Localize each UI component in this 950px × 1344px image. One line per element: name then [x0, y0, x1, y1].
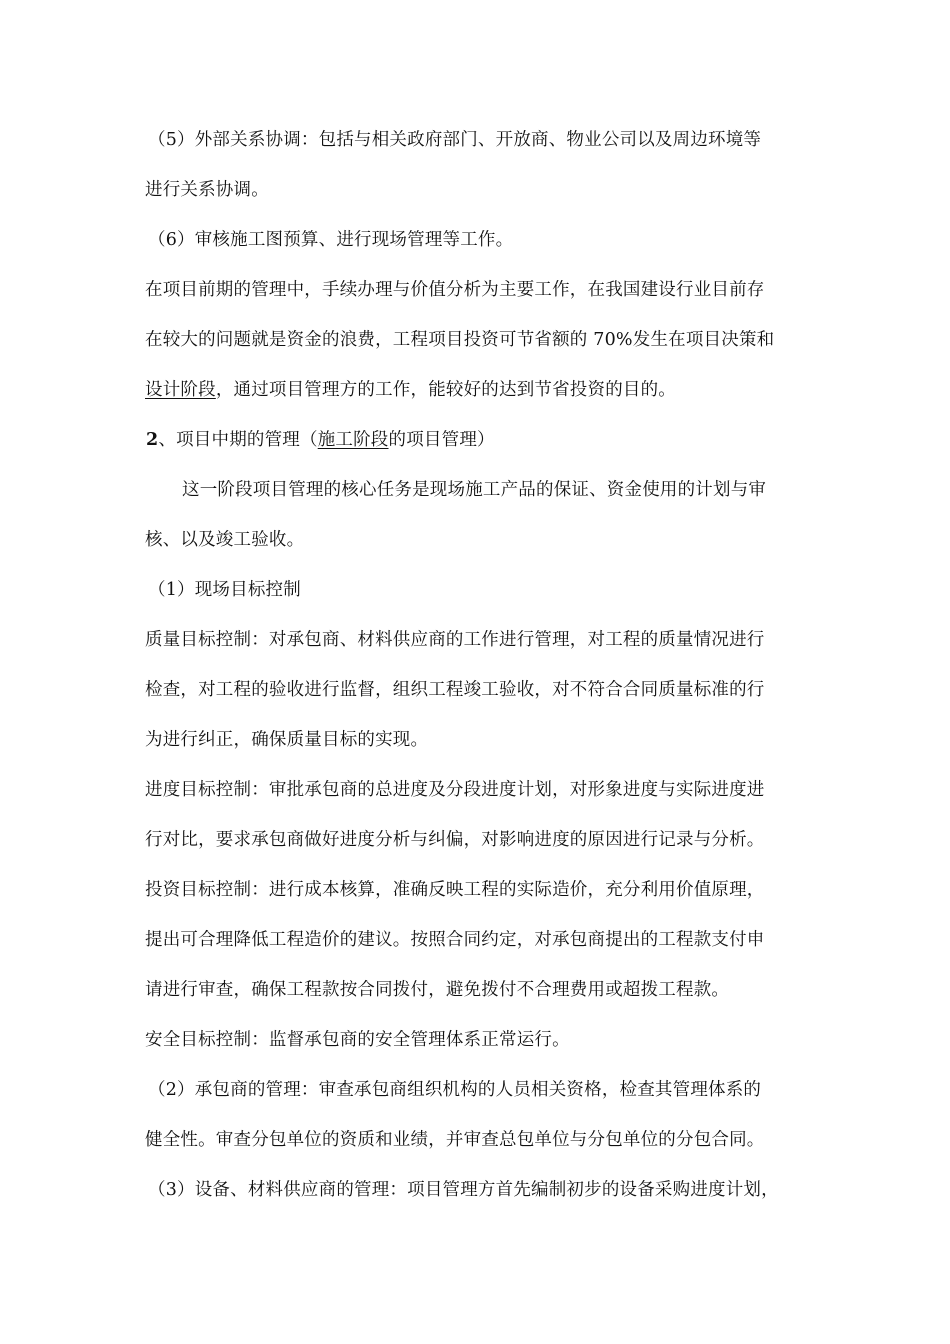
paragraph-line: 行对比，要求承包商做好进度分析与纠偏，对影响进度的原因进行记录与分析。	[145, 830, 765, 850]
underlined-term: 设计阶段	[145, 380, 216, 400]
paragraph-line: 这一阶段项目管理的核心任务是现场施工产品的保证、资金使用的计划与审	[182, 480, 767, 500]
paragraph-line: （6）审核施工图预算、进行现场管理等工作。	[148, 230, 514, 250]
paragraph-line: 为进行纠正，确保质量目标的实现。	[145, 730, 429, 750]
paragraph-line: （3）设备、材料供应商的管理：项目管理方首先编制初步的设备采购进度计划，	[148, 1180, 779, 1200]
paragraph-line: 进行关系协调。	[145, 180, 269, 200]
paragraph-line: （1）现场目标控制	[148, 580, 301, 600]
paragraph-line: 请进行审查，确保工程款按合同拨付，避免拨付不合理费用或超拨工程款。	[145, 980, 730, 1000]
paragraph-line: 质量目标控制：对承包商、材料供应商的工作进行管理，对工程的质量情况进行	[145, 630, 765, 650]
paragraph-line: 投资目标控制：进行成本核算，准确反映工程的实际造价，充分利用价值原理，	[145, 880, 765, 900]
paragraph-line: 提出可合理降低工程造价的建议。按照合同约定，对承包商提出的工程款支付申	[145, 930, 765, 950]
heading-text: 、项目中期的管理（	[158, 430, 318, 450]
paragraph-line: 核、以及竣工验收。	[145, 530, 305, 550]
section-heading	[146, 428, 811, 452]
paragraph-line: （2）承包商的管理：审查承包商组织机构的人员相关资格，检查其管理体系的	[148, 1080, 762, 1100]
paragraph-line: 在项目前期的管理中，手续办理与价值分析为主要工作，在我国建设行业目前存	[145, 280, 765, 300]
heading-text: 的项目管理）	[388, 430, 495, 450]
heading-number: 2	[146, 430, 159, 450]
paragraph-line: 健全性。审查分包单位的资质和业绩，并审查总包单位与分包单位的分包合同。	[145, 1130, 765, 1150]
paragraph-line: 进度目标控制：审批承包商的总进度及分段进度计划，对形象进度与实际进度进	[145, 780, 765, 800]
underlined-term: 施工阶段	[317, 430, 389, 450]
paragraph-line	[145, 378, 810, 402]
paragraph-line: 检查，对工程的验收进行监督，组织工程竣工验收，对不符合合同质量标准的行	[145, 680, 765, 700]
paragraph-text: ，通过项目管理方的工作，能较好的达到节省投资的目的。	[215, 380, 677, 400]
paragraph-line: （5）外部关系协调：包括与相关政府部门、开放商、物业公司以及周边环境等	[148, 130, 762, 150]
paragraph-line: 安全目标控制：监督承包商的安全管理体系正常运行。	[145, 1030, 570, 1050]
paragraph-line: 在较大的问题就是资金的浪费，工程项目投资可节省额的 70%发生在项目决策和	[145, 330, 775, 350]
